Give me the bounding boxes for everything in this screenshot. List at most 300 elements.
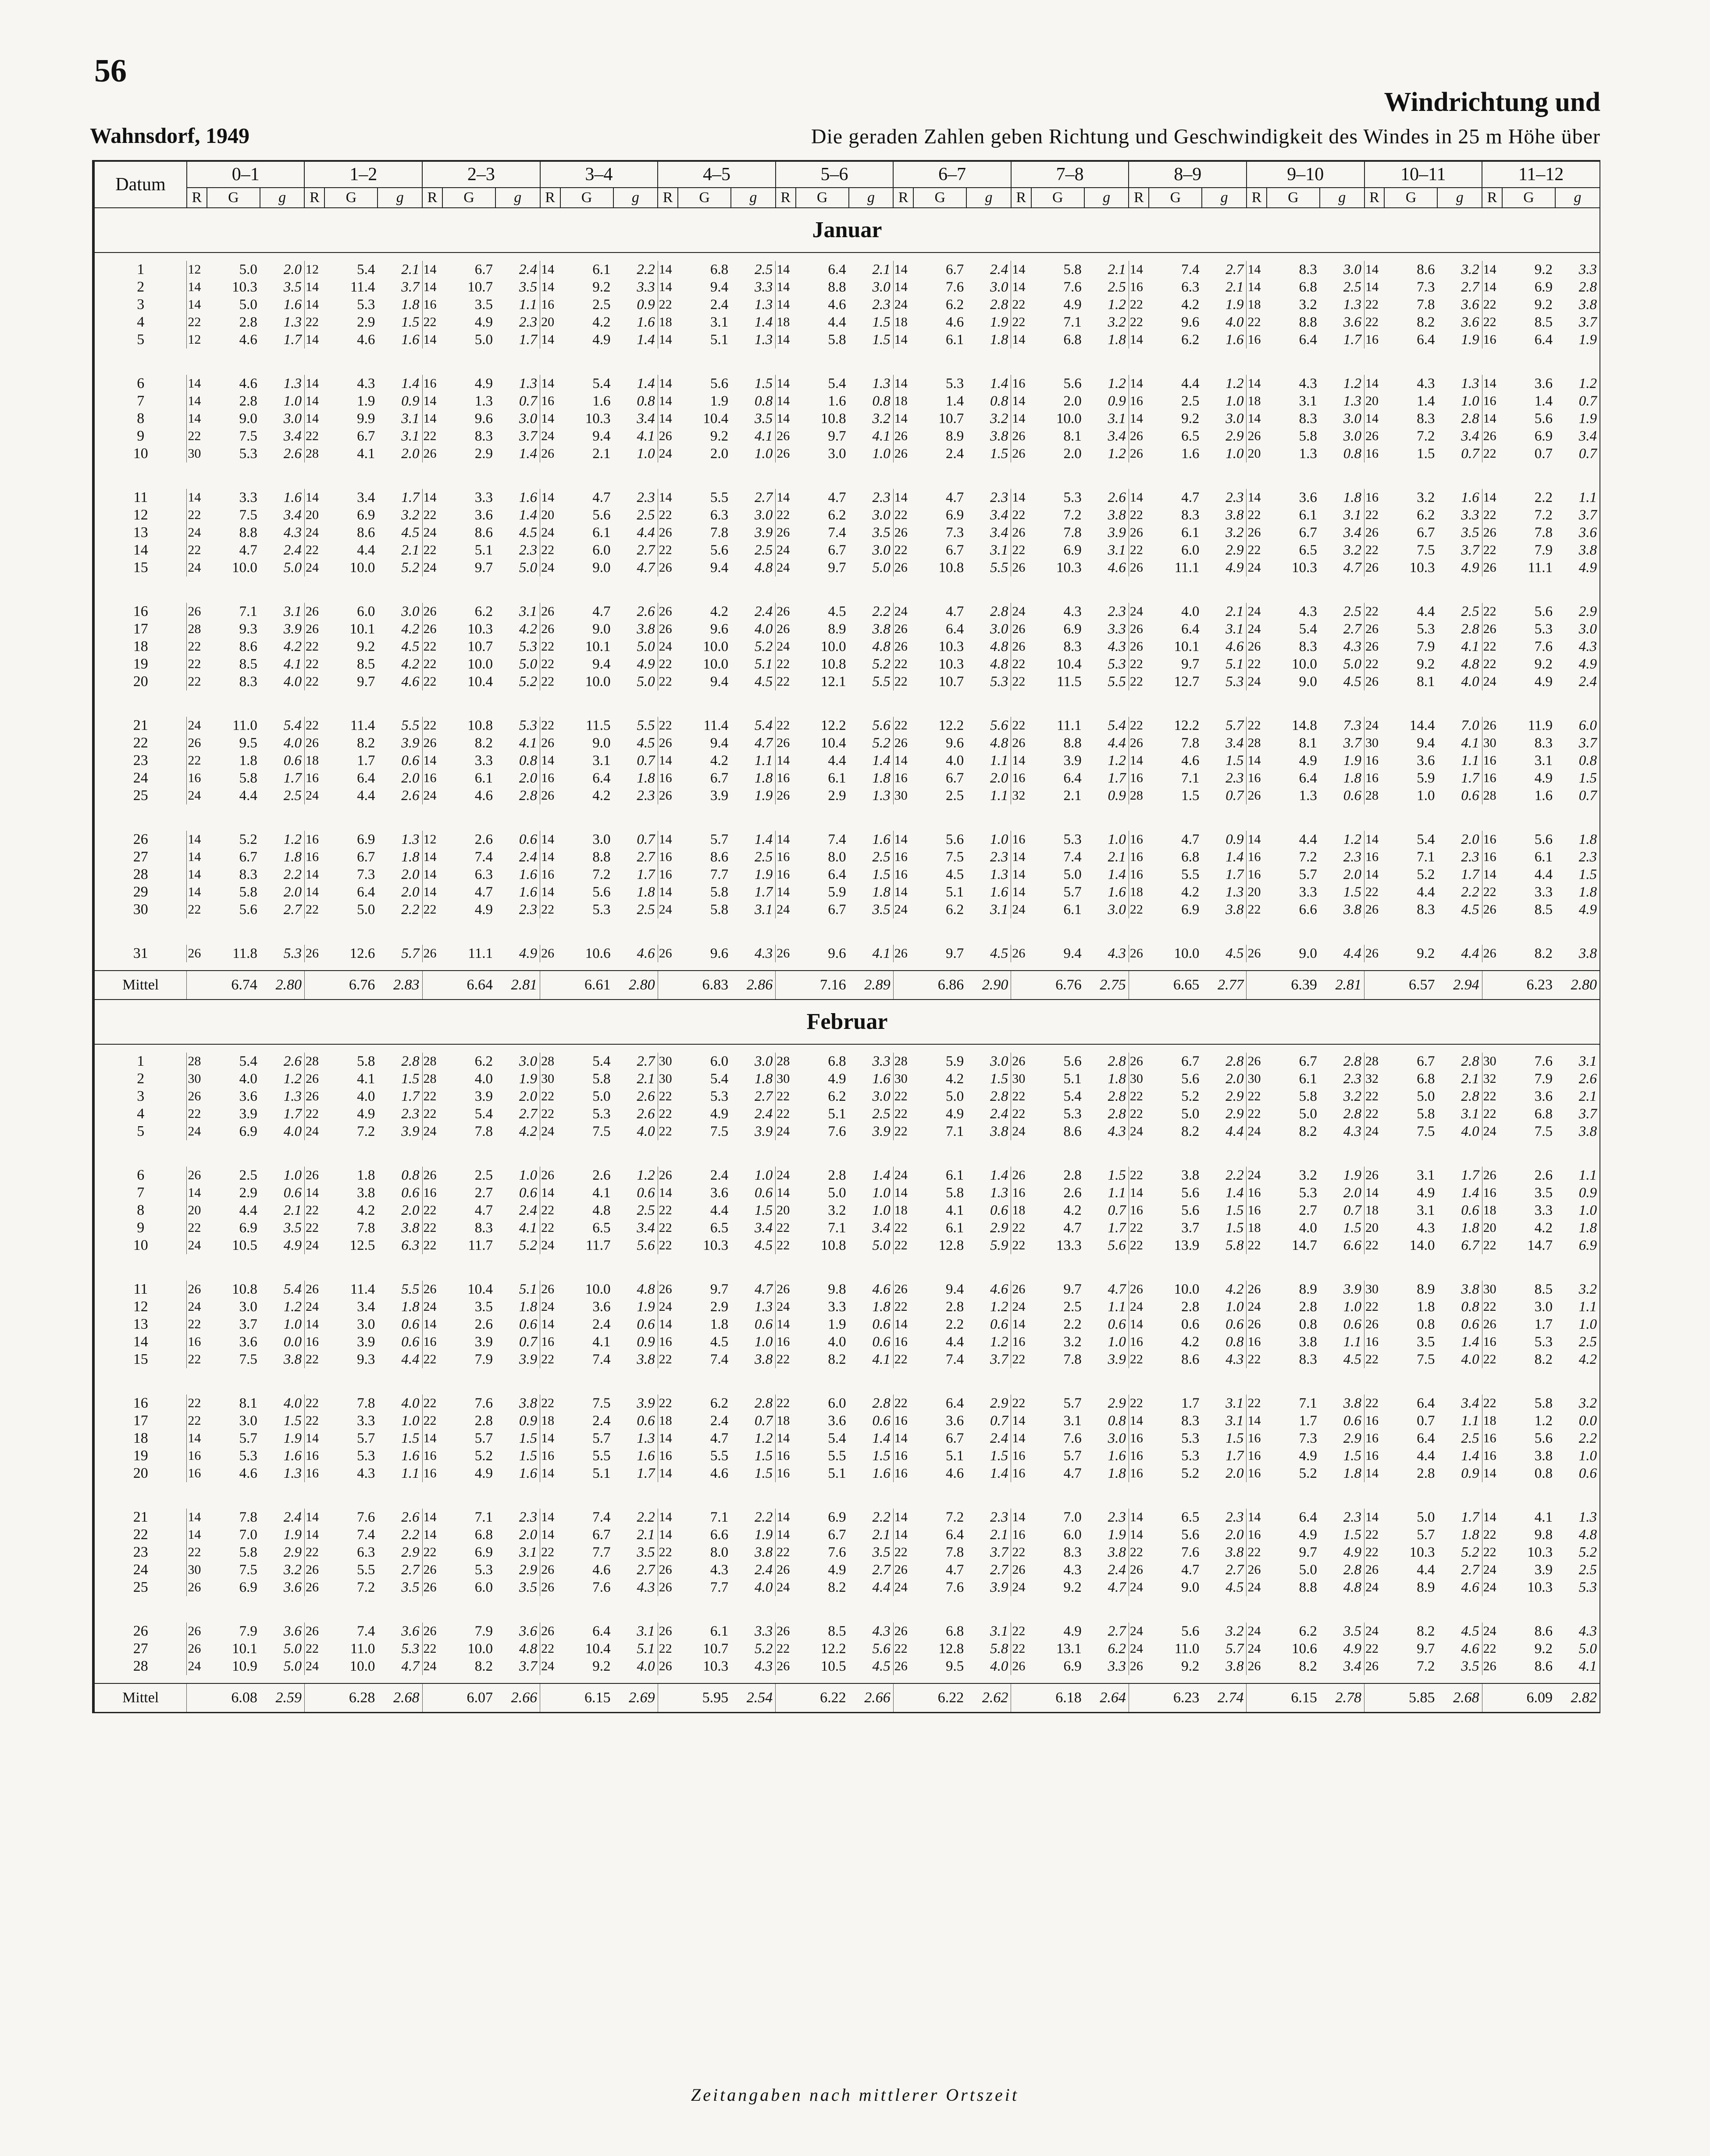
speed-cell: 5.3 bbox=[1181, 1430, 1200, 1446]
speed-alt-cell: 2.1 bbox=[283, 1202, 302, 1218]
direction-cell: 26 bbox=[893, 734, 913, 752]
speed-alt-cell: 1.5 bbox=[1108, 1167, 1126, 1183]
direction-cell: 22 bbox=[187, 427, 207, 445]
speed-cell: 6.7 bbox=[828, 542, 846, 558]
speed-cell: 4.2 bbox=[1181, 1334, 1200, 1350]
speed-alt-cell: 3.2 bbox=[1343, 1088, 1362, 1104]
speed-alt-cell: 0.6 bbox=[1461, 1202, 1479, 1218]
direction-cell: 14 bbox=[1482, 375, 1502, 392]
direction-cell: 14 bbox=[540, 410, 560, 427]
speed-alt-cell: 5.2 bbox=[872, 735, 891, 751]
speed-alt-cell: 2.8 bbox=[1108, 1053, 1126, 1069]
speed-cell: 10.7 bbox=[703, 1640, 729, 1657]
speed-alt-cell: 2.3 bbox=[1226, 489, 1244, 505]
speed-alt-cell: 1.5 bbox=[990, 445, 1008, 462]
direction-cell: 22 bbox=[1011, 1544, 1031, 1561]
speed-cell: 4.8 bbox=[592, 1202, 611, 1218]
speed-alt-cell: 3.1 bbox=[401, 410, 420, 427]
speed-cell: 7.6 bbox=[1181, 1544, 1200, 1560]
mean-empty-cell bbox=[658, 971, 678, 1000]
speed-cell: 2.7 bbox=[474, 1185, 493, 1201]
speed-cell: 2.8 bbox=[1299, 1299, 1317, 1315]
speed-cell: 7.5 bbox=[239, 1562, 257, 1578]
separator-cell bbox=[93, 918, 1600, 945]
direction-cell: 16 bbox=[540, 1447, 560, 1465]
direction-cell: 14 bbox=[776, 296, 796, 313]
speed-cell: 5.8 bbox=[710, 901, 729, 918]
speed-alt-cell: 4.7 bbox=[754, 1281, 773, 1297]
speed-cell: 5.1 bbox=[945, 1448, 964, 1464]
speed-cell: 6.1 bbox=[1181, 524, 1200, 541]
speed-cell: 4.4 bbox=[239, 787, 257, 804]
direction-cell: 18 bbox=[658, 313, 678, 331]
speed-alt-cell: 2.5 bbox=[1461, 1430, 1479, 1446]
direction-cell: 26 bbox=[304, 1622, 324, 1640]
speed-alt-cell: 1.0 bbox=[754, 1334, 773, 1350]
speed-cell: 5.5 bbox=[1181, 866, 1200, 882]
direction-cell: 22 bbox=[1247, 1544, 1267, 1561]
speed-cell: 5.6 bbox=[1534, 603, 1553, 619]
speed-cell: 6.2 bbox=[1299, 1623, 1317, 1639]
speed-alt-cell: 2.7 bbox=[1461, 279, 1479, 295]
speed-alt-cell: 1.8 bbox=[1578, 884, 1597, 900]
speed-cell: 2.5 bbox=[474, 1167, 493, 1183]
speed-alt-cell: 3.4 bbox=[637, 1220, 655, 1236]
direction-cell: 16 bbox=[1011, 1447, 1031, 1465]
direction-cell: 16 bbox=[1247, 1184, 1267, 1202]
speed-cell: 6.2 bbox=[945, 296, 964, 313]
table-row bbox=[93, 506, 1600, 524]
table-row bbox=[93, 445, 1600, 463]
speed-alt-cell: 4.0 bbox=[754, 1579, 773, 1595]
speed-alt-cell: 4.5 bbox=[637, 735, 655, 751]
speed-alt-cell: 5.3 bbox=[990, 673, 1008, 690]
speed-alt-cell: 1.8 bbox=[283, 849, 302, 865]
speed-cell: 7.2 bbox=[1299, 849, 1317, 865]
direction-cell: 22 bbox=[187, 1316, 207, 1333]
speed-alt-cell: 4.9 bbox=[1343, 1640, 1362, 1657]
day-number: 16 bbox=[133, 1395, 148, 1411]
speed-cell: 5.7 bbox=[474, 1430, 493, 1446]
table-row bbox=[93, 1167, 1600, 1184]
subheader-G: G bbox=[1031, 188, 1084, 208]
speed-cell: 8.6 bbox=[1534, 1658, 1553, 1674]
direction-cell: 22 bbox=[1482, 1544, 1502, 1561]
speed-alt-cell: 2.9 bbox=[990, 1220, 1008, 1236]
speed-alt-cell: 0.6 bbox=[401, 1316, 420, 1332]
speed-cell: 5.0 bbox=[1181, 1106, 1200, 1122]
direction-cell: 14 bbox=[1129, 1412, 1149, 1430]
direction-cell: 14 bbox=[540, 1316, 560, 1333]
speed-alt-cell: 4.8 bbox=[990, 656, 1008, 672]
speed-alt-cell: 2.4 bbox=[519, 261, 538, 278]
speed-cell: 9.7 bbox=[710, 1281, 729, 1297]
direction-cell: 26 bbox=[1482, 1316, 1502, 1333]
speed-alt-cell: 3.1 bbox=[637, 1623, 655, 1639]
direction-cell: 22 bbox=[1482, 1088, 1502, 1105]
speed-alt-cell: 3.4 bbox=[283, 507, 302, 523]
speed-alt-cell: 1.9 bbox=[1461, 331, 1479, 348]
speed-cell: 4.9 bbox=[828, 1071, 846, 1087]
speed-cell: 5.9 bbox=[828, 884, 846, 900]
speed-cell: 7.3 bbox=[357, 866, 375, 882]
speed-alt-cell: 0.7 bbox=[1108, 1202, 1126, 1218]
speed-alt-cell: 4.0 bbox=[283, 1395, 302, 1411]
speed-alt-cell: 2.0 bbox=[283, 884, 302, 900]
day-number: 12 bbox=[133, 1299, 148, 1315]
speed-cell: 7.7 bbox=[710, 866, 729, 882]
speed-cell: 2.8 bbox=[945, 1299, 964, 1315]
subheader-r: R bbox=[893, 188, 913, 208]
direction-cell: 22 bbox=[187, 506, 207, 524]
direction-cell: 22 bbox=[893, 1351, 913, 1368]
speed-alt-cell: 1.3 bbox=[1343, 296, 1362, 313]
direction-cell: 18 bbox=[893, 313, 913, 331]
direction-cell: 16 bbox=[1482, 848, 1502, 866]
speed-cell: 8.3 bbox=[1299, 638, 1317, 655]
direction-cell: 14 bbox=[422, 489, 442, 506]
speed-cell: 5.3 bbox=[239, 445, 257, 462]
speed-alt-cell: 6.6 bbox=[1343, 1237, 1362, 1253]
speed-alt-cell: 3.1 bbox=[283, 603, 302, 619]
speed-alt-cell: 1.7 bbox=[283, 770, 302, 786]
speed-cell: 10.4 bbox=[467, 1281, 493, 1297]
mean-speed: 6.07 bbox=[442, 1683, 495, 1713]
speed-cell: 9.2 bbox=[592, 1658, 611, 1674]
direction-cell: 14 bbox=[540, 261, 560, 278]
direction-cell: 22 bbox=[187, 638, 207, 655]
speed-alt-cell: 1.7 bbox=[1108, 1220, 1126, 1236]
speed-cell: 8.2 bbox=[828, 1351, 846, 1367]
speed-alt-cell: 3.2 bbox=[1226, 1623, 1244, 1639]
speed-alt-cell: 4.0 bbox=[283, 735, 302, 751]
direction-cell: 22 bbox=[540, 1088, 560, 1105]
speed-alt-cell: 2.4 bbox=[754, 1106, 773, 1122]
speed-alt-cell: 0.6 bbox=[1343, 787, 1362, 804]
mean-empty-cell bbox=[893, 1683, 913, 1713]
speed-cell: 9.0 bbox=[1299, 673, 1317, 690]
speed-alt-cell: 3.4 bbox=[1461, 428, 1479, 444]
speed-cell: 6.7 bbox=[945, 770, 964, 786]
speed-alt-cell: 5.4 bbox=[754, 717, 773, 733]
speed-cell: 6.4 bbox=[357, 770, 375, 786]
direction-cell: 26 bbox=[1011, 559, 1031, 576]
table-row bbox=[93, 392, 1600, 410]
direction-cell: 26 bbox=[540, 1561, 560, 1579]
speed-alt-cell: 3.1 bbox=[401, 428, 420, 444]
direction-cell: 16 bbox=[304, 1447, 324, 1465]
separator-cell bbox=[93, 576, 1600, 603]
direction-cell: 14 bbox=[187, 1526, 207, 1544]
table-row bbox=[93, 620, 1600, 638]
day-number: 6 bbox=[137, 375, 145, 391]
speed-alt-cell: 5.7 bbox=[1226, 717, 1244, 733]
direction-cell: 24 bbox=[893, 603, 913, 620]
speed-cell: 6.4 bbox=[592, 1623, 611, 1639]
speed-cell: 7.5 bbox=[239, 1351, 257, 1367]
subheader-g: g bbox=[1437, 188, 1482, 208]
speed-cell: 6.2 bbox=[828, 507, 846, 523]
month-header-row bbox=[93, 1000, 1600, 1044]
direction-cell: 22 bbox=[1129, 1105, 1149, 1123]
speed-cell: 4.7 bbox=[1181, 489, 1200, 505]
speed-cell: 12.6 bbox=[349, 945, 375, 961]
direction-cell: 14 bbox=[776, 489, 796, 506]
speed-alt-cell: 3.2 bbox=[1578, 1395, 1597, 1411]
speed-cell: 3.1 bbox=[1534, 752, 1553, 768]
speed-alt-cell: 1.5 bbox=[754, 1465, 773, 1481]
speed-cell: 7.3 bbox=[1417, 279, 1435, 295]
speed-cell: 6.1 bbox=[945, 1220, 964, 1236]
direction-cell: 16 bbox=[1011, 831, 1031, 848]
speed-cell: 4.6 bbox=[239, 331, 257, 348]
direction-cell: 22 bbox=[1364, 1088, 1385, 1105]
speed-cell: 11.9 bbox=[1528, 717, 1553, 733]
direction-cell: 22 bbox=[187, 655, 207, 673]
speed-cell: 8.2 bbox=[1417, 314, 1435, 330]
day-number: 31 bbox=[133, 945, 148, 961]
direction-cell: 14 bbox=[1011, 392, 1031, 410]
speed-alt-cell: 3.0 bbox=[990, 279, 1008, 295]
direction-cell: 14 bbox=[540, 278, 560, 296]
speed-cell: 9.4 bbox=[1417, 735, 1435, 751]
speed-cell: 7.9 bbox=[1417, 638, 1435, 655]
speed-cell: 8.5 bbox=[239, 656, 257, 672]
direction-cell: 22 bbox=[1129, 1237, 1149, 1254]
speed-cell: 9.2 bbox=[1417, 945, 1435, 961]
speed-cell: 4.4 bbox=[357, 787, 375, 804]
speed-alt-cell: 1.2 bbox=[1343, 831, 1362, 847]
direction-cell: 26 bbox=[776, 427, 796, 445]
speed-alt-cell: 1.3 bbox=[872, 375, 891, 391]
speed-cell: 8.5 bbox=[828, 1623, 846, 1639]
direction-cell: 22 bbox=[1129, 1544, 1149, 1561]
mean-empty-cell bbox=[540, 971, 560, 1000]
speed-cell: 9.7 bbox=[357, 673, 375, 690]
direction-cell: 14 bbox=[422, 883, 442, 901]
speed-cell: 9.2 bbox=[1063, 1579, 1082, 1595]
speed-cell: 7.2 bbox=[1417, 1658, 1435, 1674]
direction-cell: 22 bbox=[540, 541, 560, 559]
direction-cell: 14 bbox=[1247, 410, 1267, 427]
direction-cell: 26 bbox=[1482, 620, 1502, 638]
speed-cell: 5.4 bbox=[239, 1053, 257, 1069]
speed-alt-cell: 5.6 bbox=[872, 1640, 891, 1657]
speed-cell: 5.0 bbox=[1063, 866, 1082, 882]
speed-alt-cell: 3.8 bbox=[283, 1351, 302, 1367]
speed-cell: 3.0 bbox=[239, 1412, 257, 1429]
column-header-hour: 7–8 bbox=[1011, 161, 1129, 188]
speed-cell: 5.6 bbox=[710, 542, 729, 558]
table-row bbox=[93, 1526, 1600, 1544]
speed-cell: 3.6 bbox=[474, 507, 493, 523]
speed-cell: 4.1 bbox=[592, 1334, 611, 1350]
direction-cell: 16 bbox=[1247, 1202, 1267, 1219]
speed-cell: 0.8 bbox=[1534, 1465, 1553, 1481]
direction-cell: 22 bbox=[1364, 1640, 1385, 1658]
group-separator-row bbox=[93, 690, 1600, 717]
speed-alt-cell: 1.0 bbox=[1226, 393, 1244, 409]
direction-cell: 14 bbox=[1364, 410, 1385, 427]
direction-cell: 14 bbox=[540, 489, 560, 506]
speed-alt-cell: 2.1 bbox=[1108, 849, 1126, 865]
speed-cell: 2.8 bbox=[1417, 1465, 1435, 1481]
speed-cell: 4.3 bbox=[1063, 603, 1082, 619]
direction-cell: 24 bbox=[422, 559, 442, 576]
direction-cell: 18 bbox=[1247, 296, 1267, 313]
speed-cell: 3.6 bbox=[1299, 489, 1317, 505]
speed-alt-cell: 2.8 bbox=[1108, 1106, 1126, 1122]
direction-cell: 16 bbox=[1011, 1333, 1031, 1351]
column-header-hour: 11–12 bbox=[1482, 161, 1600, 188]
speed-cell: 4.9 bbox=[945, 1106, 964, 1122]
direction-cell: 14 bbox=[1482, 866, 1502, 883]
speed-alt-cell: 0.9 bbox=[1461, 1465, 1479, 1481]
speed-cell: 6.3 bbox=[1181, 279, 1200, 295]
speed-alt-cell: 3.8 bbox=[1578, 1123, 1597, 1139]
direction-cell: 28 bbox=[1482, 787, 1502, 804]
speed-cell: 6.4 bbox=[1534, 331, 1553, 348]
speed-alt-cell: 0.9 bbox=[637, 1334, 655, 1350]
speed-alt-cell: 6.7 bbox=[1461, 1237, 1479, 1253]
day-number: 2 bbox=[137, 1071, 145, 1087]
speed-cell: 11.7 bbox=[585, 1237, 611, 1253]
direction-cell: 16 bbox=[1011, 1526, 1031, 1544]
speed-cell: 3.0 bbox=[239, 1299, 257, 1315]
speed-cell: 4.3 bbox=[1299, 375, 1317, 391]
speed-cell: 4.7 bbox=[592, 603, 611, 619]
speed-alt-cell: 4.5 bbox=[519, 524, 538, 541]
speed-cell: 8.3 bbox=[1299, 410, 1317, 427]
speed-alt-cell: 3.6 bbox=[401, 1623, 420, 1639]
speed-cell: 2.9 bbox=[710, 1299, 729, 1315]
speed-alt-cell: 5.1 bbox=[754, 656, 773, 672]
speed-cell: 3.3 bbox=[239, 489, 257, 505]
speed-alt-cell: 2.7 bbox=[519, 1106, 538, 1122]
speed-cell: 9.5 bbox=[239, 735, 257, 751]
speed-cell: 9.2 bbox=[1181, 1658, 1200, 1674]
speed-alt-cell: 2.2 bbox=[1226, 1167, 1244, 1183]
direction-cell: 22 bbox=[893, 1544, 913, 1561]
subheader-G: G bbox=[1502, 188, 1555, 208]
speed-cell: 6.2 bbox=[1181, 331, 1200, 348]
speed-alt-cell: 2.9 bbox=[283, 1544, 302, 1560]
speed-alt-cell: 4.5 bbox=[754, 1237, 773, 1253]
direction-cell: 14 bbox=[1247, 489, 1267, 506]
direction-cell: 30 bbox=[893, 1070, 913, 1088]
separator-cell bbox=[93, 690, 1600, 717]
speed-alt-cell: 4.1 bbox=[637, 428, 655, 444]
speed-alt-cell: 1.3 bbox=[872, 787, 891, 804]
direction-cell: 14 bbox=[776, 1430, 796, 1447]
direction-cell: 24 bbox=[658, 638, 678, 655]
speed-alt-cell: 5.3 bbox=[1226, 673, 1244, 690]
speed-alt-cell: 2.6 bbox=[401, 1509, 420, 1525]
direction-cell: 22 bbox=[1364, 296, 1385, 313]
separator-cell bbox=[93, 1596, 1600, 1622]
mean-empty-cell bbox=[1364, 1683, 1385, 1713]
direction-cell: 14 bbox=[658, 1526, 678, 1544]
table-row bbox=[93, 787, 1600, 804]
direction-cell: 22 bbox=[1011, 1640, 1031, 1658]
subheader-G: G bbox=[1267, 188, 1320, 208]
speed-alt-cell: 1.8 bbox=[1343, 489, 1362, 505]
direction-cell: 20 bbox=[1247, 445, 1267, 463]
speed-cell: 5.6 bbox=[1534, 410, 1553, 427]
speed-alt-cell: 1.1 bbox=[1461, 1412, 1479, 1429]
spacer-cell bbox=[93, 1044, 1600, 1053]
speed-alt-cell: 2.4 bbox=[283, 1509, 302, 1525]
direction-cell: 22 bbox=[540, 655, 560, 673]
direction-cell: 14 bbox=[1129, 375, 1149, 392]
speed-cell: 7.8 bbox=[945, 1544, 964, 1560]
speed-alt-cell: 0.6 bbox=[637, 1316, 655, 1332]
direction-cell: 20 bbox=[1364, 392, 1385, 410]
speed-alt-cell: 4.4 bbox=[401, 1351, 420, 1367]
direction-cell: 14 bbox=[304, 1526, 324, 1544]
direction-cell: 14 bbox=[776, 752, 796, 769]
direction-cell: 14 bbox=[1247, 1508, 1267, 1526]
direction-cell: 14 bbox=[776, 375, 796, 392]
speed-cell: 6.7 bbox=[828, 1526, 846, 1543]
direction-cell: 14 bbox=[776, 883, 796, 901]
day-number: 5 bbox=[137, 1123, 145, 1139]
direction-cell: 14 bbox=[658, 831, 678, 848]
direction-cell: 14 bbox=[893, 1526, 913, 1544]
speed-cell: 3.3 bbox=[1534, 884, 1553, 900]
day-number: 21 bbox=[133, 1509, 148, 1525]
direction-cell: 22 bbox=[1247, 717, 1267, 734]
speed-cell: 11.5 bbox=[1057, 673, 1082, 690]
speed-alt-cell: 1.5 bbox=[1578, 770, 1597, 786]
speed-cell: 4.5 bbox=[710, 1334, 729, 1350]
speed-cell: 3.9 bbox=[1534, 1562, 1553, 1578]
direction-cell: 26 bbox=[1129, 638, 1149, 655]
speed-cell: 6.7 bbox=[945, 542, 964, 558]
direction-cell: 26 bbox=[304, 603, 324, 620]
speed-alt-cell: 1.8 bbox=[1578, 1220, 1597, 1236]
speed-cell: 1.6 bbox=[1181, 445, 1200, 462]
speed-alt-cell: 5.6 bbox=[990, 717, 1008, 733]
speed-cell: 7.5 bbox=[239, 507, 257, 523]
direction-cell: 28 bbox=[187, 1053, 207, 1070]
speed-alt-cell: 3.8 bbox=[637, 1351, 655, 1367]
speed-alt-cell: 3.5 bbox=[637, 1544, 655, 1560]
day-number: 25 bbox=[133, 1579, 148, 1595]
speed-cell: 0.7 bbox=[1417, 1412, 1435, 1429]
direction-cell: 14 bbox=[1364, 866, 1385, 883]
direction-cell: 16 bbox=[893, 848, 913, 866]
direction-cell: 14 bbox=[893, 1316, 913, 1333]
day-number: 7 bbox=[137, 1185, 145, 1201]
speed-cell: 10.0 bbox=[349, 1658, 375, 1674]
speed-alt-cell: 1.1 bbox=[990, 787, 1008, 804]
direction-cell: 26 bbox=[1011, 427, 1031, 445]
speed-cell: 9.0 bbox=[1299, 945, 1317, 961]
speed-alt-cell: 1.5 bbox=[1226, 752, 1244, 768]
direction-cell: 14 bbox=[658, 752, 678, 769]
speed-cell: 6.2 bbox=[828, 1088, 846, 1104]
table-row bbox=[93, 717, 1600, 734]
speed-cell: 4.7 bbox=[828, 489, 846, 505]
direction-cell: 14 bbox=[187, 278, 207, 296]
direction-cell: 24 bbox=[422, 1658, 442, 1675]
speed-cell: 10.1 bbox=[585, 638, 611, 655]
speed-alt-cell: 1.8 bbox=[401, 849, 420, 865]
speed-cell: 8.3 bbox=[1063, 1544, 1082, 1560]
speed-alt-cell: 1.1 bbox=[754, 752, 773, 768]
speed-alt-cell: 4.9 bbox=[1226, 559, 1244, 576]
